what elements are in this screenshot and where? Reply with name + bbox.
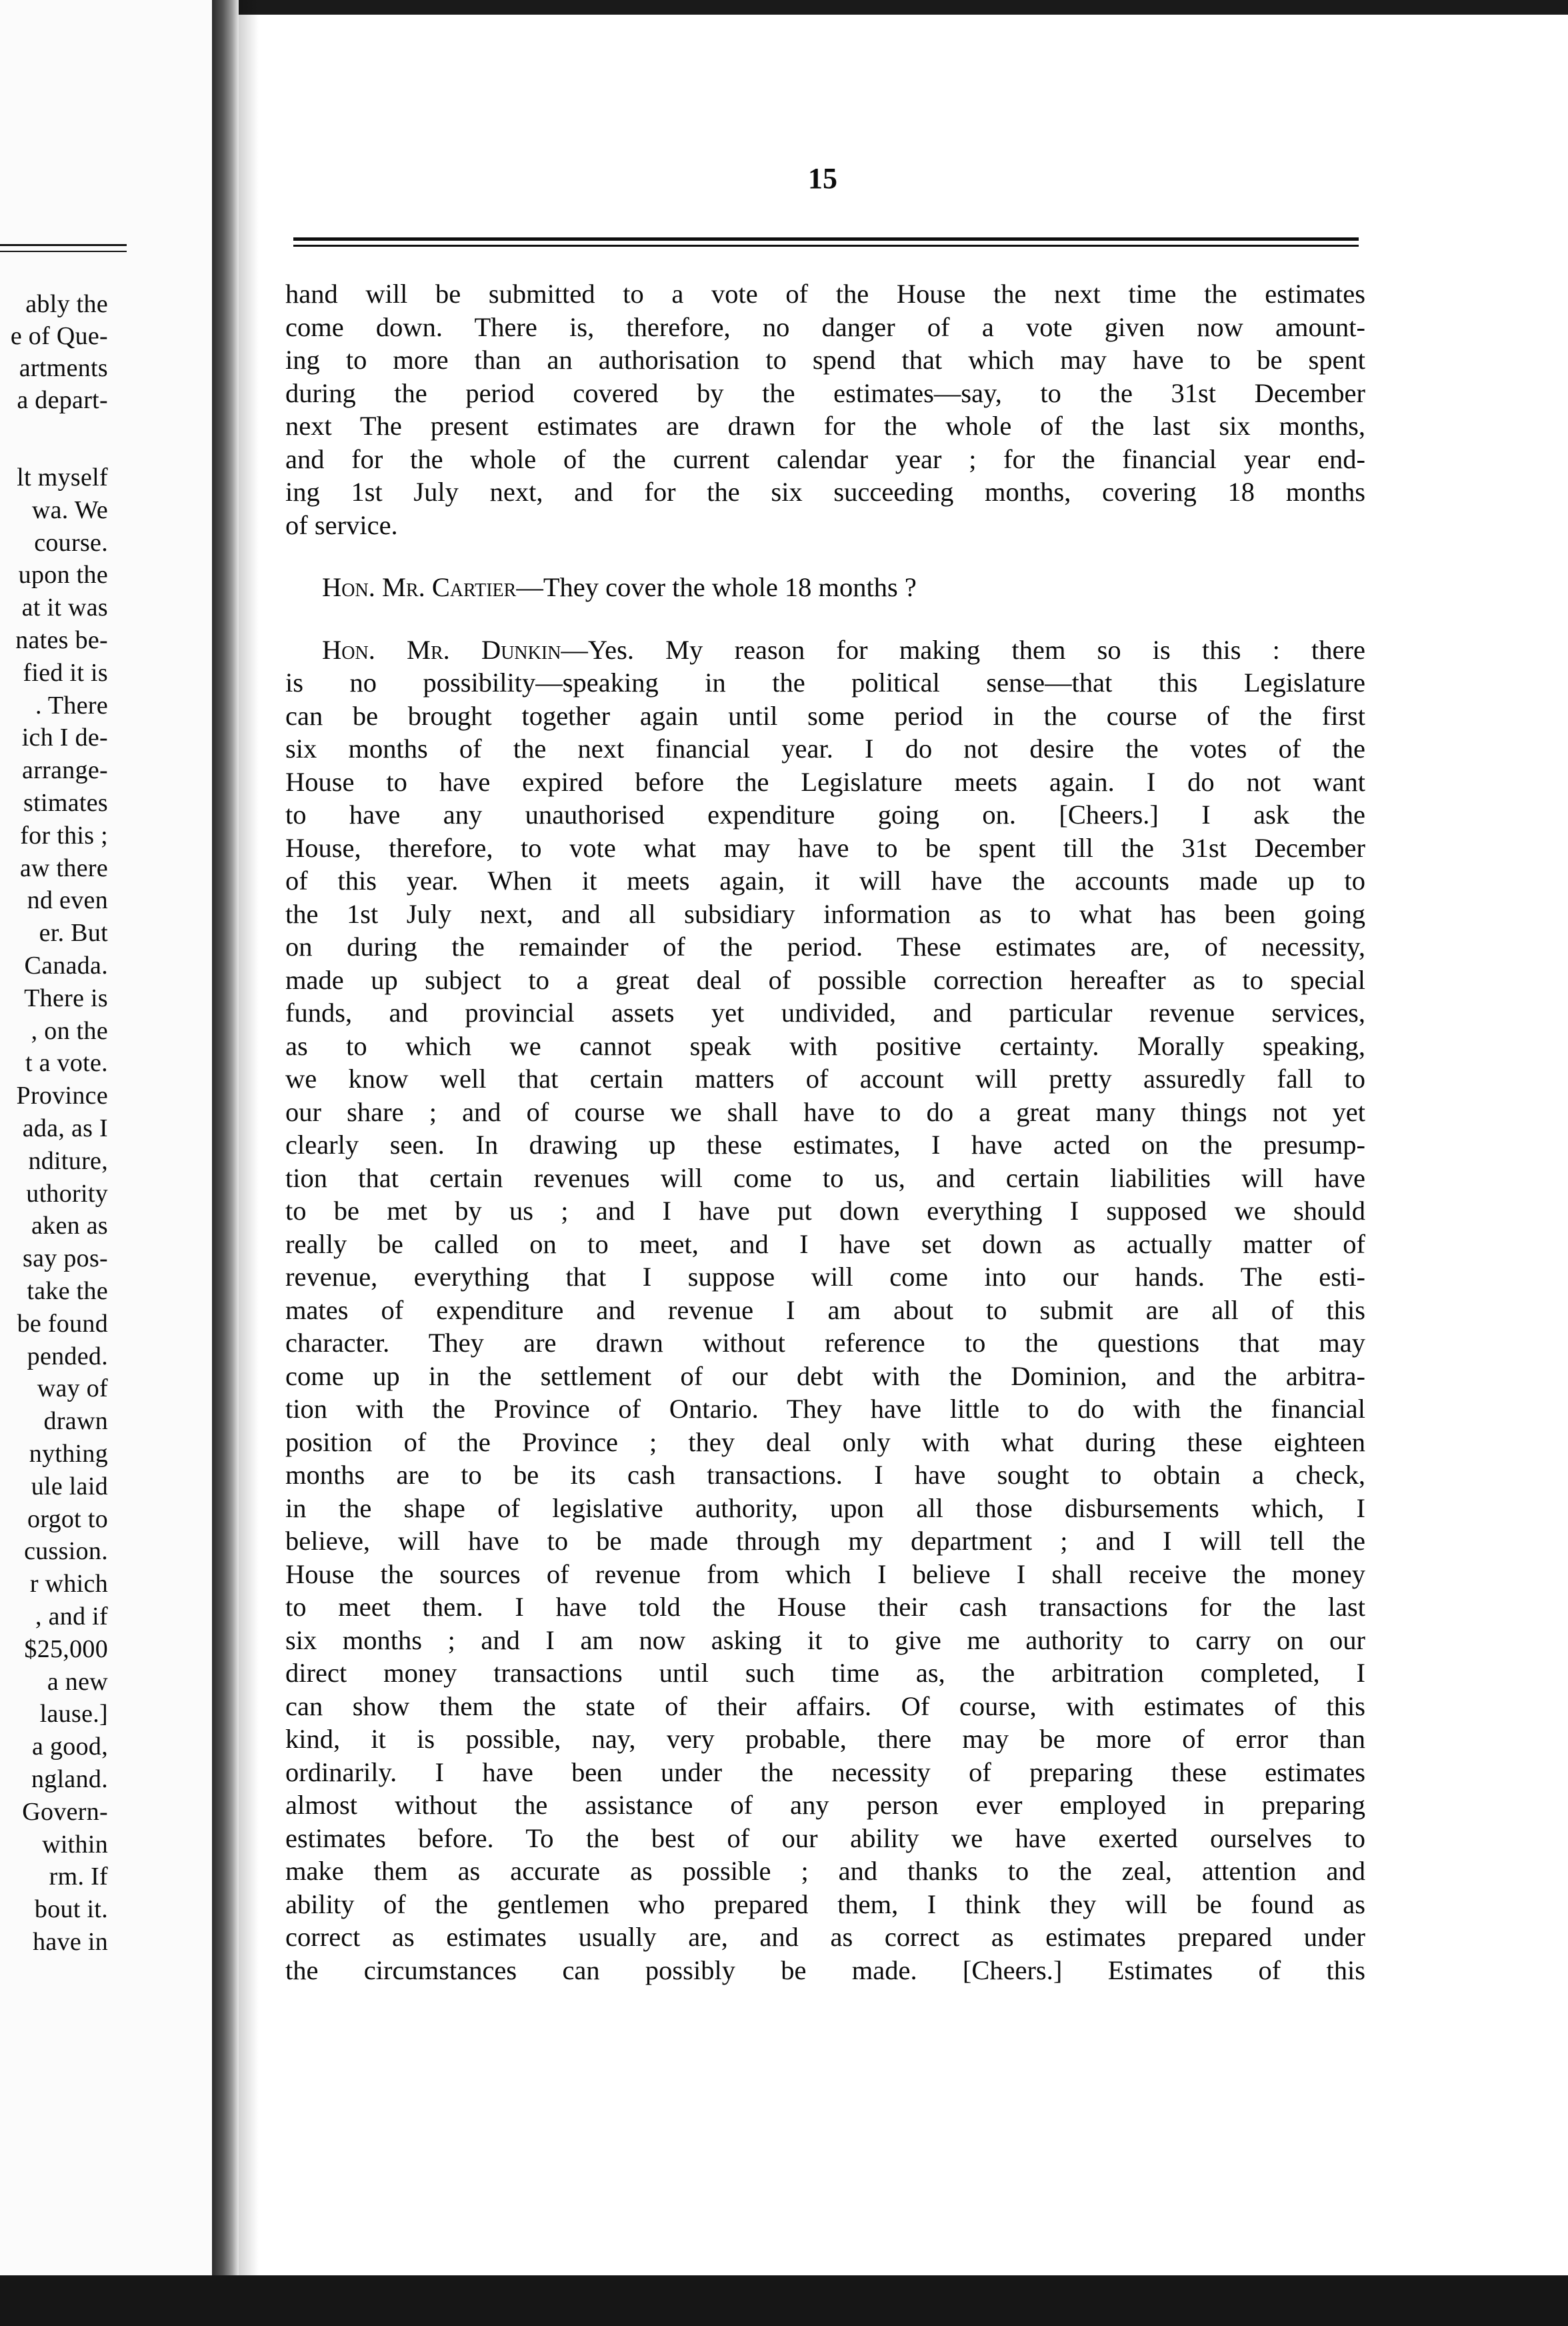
text-line: mates of expenditure and revenue I am about to submit are all of this <box>285 1294 1365 1325</box>
text-line: can be brought together again until some period in the course of the first <box>285 700 1365 731</box>
facing-page-line: artments <box>19 354 108 382</box>
facing-page-line: aken as <box>31 1212 108 1240</box>
text-line: funds, and provincial assets yet undivided, and particular revenue services, <box>285 998 1365 1028</box>
facing-page-line: arrange- <box>22 756 108 785</box>
facing-page-line: way of <box>37 1374 108 1403</box>
text-line: revenue, everything that I suppose will come into our hands. The esti- <box>285 1262 1365 1292</box>
facing-page-line: t a vote. <box>25 1049 108 1078</box>
facing-page-line: a depart- <box>17 386 108 414</box>
text-line: ordinarily. I have been under the necessity of preparing these estimates <box>285 1757 1365 1787</box>
text-line: kind, it is possible, nay, very probable, there may be more of error than <box>285 1724 1365 1754</box>
text-line: direct money transactions until such time as, the arbitration completed, I <box>285 1658 1365 1688</box>
facing-page-line: take the <box>27 1277 108 1305</box>
text-line: the 1st July next, and all subsidiary information as to what has been going <box>285 898 1365 929</box>
text-line: next The present estimates are drawn for the whole of the last six months, <box>285 411 1365 441</box>
text-line: to meet them. I have told the House their cash transactions for the last <box>285 1592 1365 1622</box>
facing-page-line: orgot to <box>27 1504 108 1533</box>
header-rule <box>293 245 1359 247</box>
text-line: House the sources of revenue from which I believe I shall receive the money <box>285 1558 1365 1589</box>
text-line: make them as accurate as possible ; and thanks to the zeal, attention and <box>285 1856 1365 1886</box>
facing-page-line: aw there <box>19 854 108 882</box>
text-line: really be called on to meet, and I have set down as actually matter of <box>285 1228 1365 1259</box>
facing-page-line: Govern- <box>22 1797 108 1826</box>
speaker-name: Hon. Mr. Dunkin <box>322 634 561 665</box>
facing-page-line: fied it is <box>23 658 108 687</box>
text-line <box>285 571 1365 604</box>
text-line: can show them the state of their affairs. Of course, with estimates of this <box>285 1690 1365 1721</box>
facing-page-line: cussion. <box>24 1537 108 1566</box>
facing-page-line: say pos- <box>23 1244 108 1273</box>
text-line: almost without the assistance of any person ever employed in preparing <box>285 1790 1365 1820</box>
text-line: six months of the next financial year. I do not desire the votes of the <box>285 734 1365 764</box>
text-line: of this year. When it meets again, it will have the accounts made up to <box>285 866 1365 896</box>
facing-page-line: nd even <box>27 886 108 915</box>
facing-page-line: , and if <box>35 1602 108 1630</box>
facing-page-line: at it was <box>21 594 108 622</box>
facing-page-line: There is <box>24 984 108 1012</box>
paragraph-spacing <box>285 541 1365 571</box>
text-line: as to which we cannot speak with positive certainty. Morally speaking, <box>285 1030 1365 1061</box>
text-line: we know well that certain matters of account will pretty assuredly fall to <box>285 1064 1365 1094</box>
text-line: come up in the settlement of our debt with the Dominion, and the arbitra- <box>285 1360 1365 1391</box>
header-rule <box>293 237 1359 241</box>
facing-page-line: ich I de- <box>21 724 108 752</box>
text-line: estimates before. To the best of our ability we have exerted ourselves to <box>285 1823 1365 1853</box>
paragraph-cartier <box>285 571 1365 604</box>
text-line: of service. <box>285 509 398 540</box>
text-line: our share ; and of course we shall have to do a great many things not yet <box>285 1096 1365 1127</box>
text-line: the circumstances can possibly be made. [Cheers.] Estimates of this <box>285 1955 1365 1985</box>
facing-page-line: wa. We <box>31 495 108 524</box>
speech-text: —Yes. My reason for making them so is this : there <box>561 634 1365 665</box>
scan-border-bottom <box>0 2275 1568 2326</box>
facing-page-line: stimates <box>23 789 108 817</box>
paragraph-spacing <box>285 604 1365 634</box>
facing-page-line: a good, <box>32 1732 108 1761</box>
text-line: tion with the Province of Ontario. They have little to do with the financial <box>285 1394 1365 1424</box>
paragraph-continued <box>285 277 1365 541</box>
facing-page-line: ngland. <box>31 1765 108 1793</box>
facing-page-line: pended. <box>27 1342 108 1370</box>
text-line: correct as estimates usually are, and as correct as estimates prepared under <box>285 1922 1365 1952</box>
facing-page-line: Province <box>16 1082 108 1110</box>
facing-page-line: rm. If <box>49 1863 108 1891</box>
text-line: in the shape of legislative authority, upon all those disbursements which, I <box>285 1492 1365 1523</box>
text-line: House, therefore, to vote what may have to be spent till the 31st December <box>285 832 1365 863</box>
text-line: six months ; and I am now asking it to give me authority to carry on our <box>285 1624 1365 1655</box>
facing-page-line: bout it. <box>34 1895 108 1924</box>
facing-page-line: er. But <box>39 919 108 948</box>
facing-page-line: nything <box>29 1440 108 1468</box>
text-line: tion that certain revenues will come to us, and certain liabilities will have <box>285 1162 1365 1193</box>
facing-page-line: within <box>42 1830 108 1859</box>
text-line: to be met by us ; and I have put down everything I supposed we should <box>285 1196 1365 1226</box>
facing-page-line: ada, as I <box>22 1114 108 1142</box>
text-line: ability of the gentlemen who prepared them, I think they will be found as <box>285 1889 1365 1919</box>
facing-page-fragment <box>0 0 212 2275</box>
facing-page-line: course. <box>34 528 108 557</box>
facing-page-line: for this ; <box>20 821 108 850</box>
facing-page-rule <box>0 251 127 252</box>
facing-page-line: r which <box>29 1570 108 1598</box>
facing-page-line: lt myself <box>17 463 108 491</box>
text-line: months are to be its cash transactions. I have sought to obtain a check, <box>285 1460 1365 1490</box>
facing-page-line: , on the <box>31 1016 108 1045</box>
text-line: come down. There is, therefore, no danger of a vote given now amount- <box>285 311 1365 342</box>
facing-page-line: nates be- <box>15 626 108 654</box>
speaker-name: Hon. Mr. Cartier <box>322 572 517 602</box>
facing-page-line: uthority <box>26 1179 108 1208</box>
facing-page-line: ably the <box>25 290 108 318</box>
facing-page-rule <box>0 244 127 246</box>
facing-page-line: a new <box>47 1667 108 1696</box>
facing-page-line: drawn <box>43 1407 108 1436</box>
text-line: position of the Province ; they deal only with what during these eighteen <box>285 1426 1365 1457</box>
text-line: believe, will have to be made through my department ; and I will tell the <box>285 1526 1365 1556</box>
facing-page-line: be found <box>17 1309 108 1338</box>
gutter-shadow <box>239 0 259 2275</box>
facing-page-line: . There <box>35 691 108 720</box>
paragraph-dunkin <box>285 634 1365 1987</box>
text-line: character. They are drawn without reference to the questions that may <box>285 1328 1365 1358</box>
facing-page-line: have in <box>33 1928 108 1956</box>
speech-text: —They cover the whole 18 months ? <box>516 572 917 602</box>
page-body <box>285 277 1365 1987</box>
facing-page-line: lause.] <box>39 1700 108 1728</box>
text-line <box>285 634 1365 667</box>
text-line: on during the remainder of the period. These estimates are, of necessity, <box>285 932 1365 962</box>
text-line: clearly seen. In drawing up these estimates, I have acted on the presump- <box>285 1130 1365 1160</box>
text-line: ing 1st July next, and for the six succeeding months, covering 18 months <box>285 477 1365 507</box>
page-number: 15 <box>808 162 837 195</box>
text-line: made up subject to a great deal of possible correction hereafter as to special <box>285 964 1365 995</box>
text-line: to have any unauthorised expenditure going on. [Cheers.] I ask the <box>285 800 1365 830</box>
facing-page-line: ule laid <box>31 1472 108 1500</box>
facing-page-line: e of Que- <box>10 322 108 350</box>
text-line: is no possibility—speaking in the political sense—that this Legislature <box>285 668 1365 698</box>
facing-page-line: $25,000 <box>24 1634 108 1663</box>
facing-page-line: nditure, <box>28 1146 108 1175</box>
facing-page-line: Canada. <box>24 952 108 980</box>
text-line: and for the whole of the current calendar year ; for the financial year end- <box>285 443 1365 474</box>
book-gutter <box>212 0 239 2275</box>
text-line: hand will be submitted to a vote of the House the next time the estimates <box>285 279 1365 309</box>
text-line: ing to more than an authorisation to spend that which may have to be spent <box>285 345 1365 375</box>
text-line: during the period covered by the estimates—say, to the 31st December <box>285 377 1365 408</box>
facing-page-line: upon the <box>18 561 108 590</box>
text-line: House to have expired before the Legislature meets again. I do not want <box>285 766 1365 797</box>
